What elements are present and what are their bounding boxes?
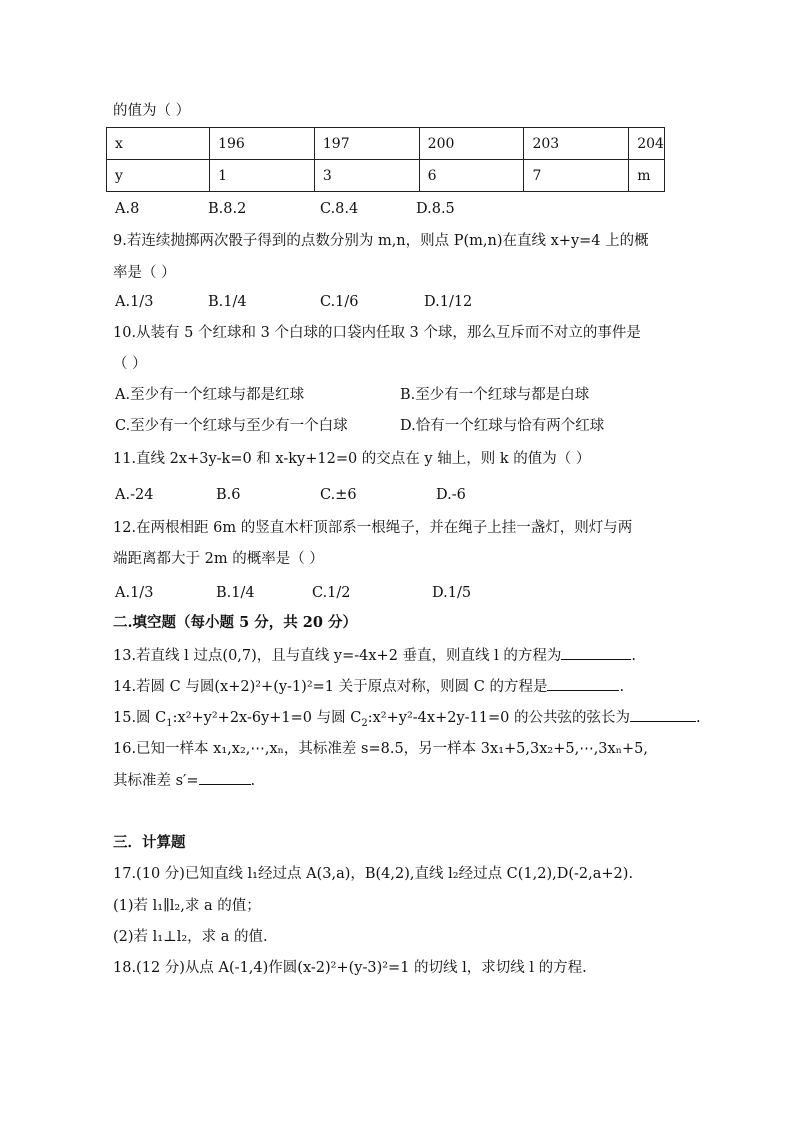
q10-option-b: B.至少有一个红球与都是白球 [400, 387, 590, 403]
table-cell: 3 [314, 160, 419, 192]
table-cell: y [107, 160, 210, 192]
table-cell: 197 [314, 128, 419, 160]
q9-stem-line2: 率是（ ） [113, 265, 176, 281]
q10-stem-line2: （ ） [113, 356, 147, 372]
data-table [106, 127, 665, 192]
subscript: 2 [361, 717, 368, 729]
q14-text: 14.若圆 C 与圆(x+2)²+(y-1)²=1 关于原点对称，则圆 C 的方程是 [113, 679, 548, 695]
q12-option-c: C.1/2 [312, 585, 351, 601]
answer-blank [199, 770, 251, 785]
section-title-fill-blank: 二.填空题（每小题 5 分，共 20 分） [113, 614, 358, 631]
table-cell: 204 [629, 128, 665, 160]
question-intro: 的值为（ ） [113, 103, 191, 119]
answer-blank [561, 645, 631, 660]
q10-stem-line1: 10.从装有 5 个红球和 3 个白球的口袋内任取 3 个球，那么互斥而不对立的事件是 [113, 325, 641, 341]
table-cell: 200 [419, 128, 524, 160]
q15-text-part: :x²+y²-4x+2y-11=0 的公共弦的弦长为 [367, 710, 630, 726]
table-row [107, 128, 665, 160]
q12-stem-line1: 12.在两根相距 6m 的竖直木杆顶部系一根绳子，并在绳子上挂一盏灯，则灯与两 [113, 520, 633, 536]
q13-end: . [631, 648, 636, 664]
answer-blank [547, 676, 619, 691]
q9-option-d: D.1/12 [424, 294, 473, 310]
q8-option-c: C.8.4 [320, 201, 359, 217]
q8-option-d: D.8.5 [416, 201, 455, 217]
table-cell: 7 [524, 160, 629, 192]
q9-option-a: A.1/3 [115, 294, 154, 310]
q8-option-b: B.8.2 [208, 201, 247, 217]
q13-text: 13.若直线 l 过点(0,7)，且与直线 y=-4x+2 垂直，则直线 l 的方程为 [113, 648, 562, 664]
table-cell: m [629, 160, 665, 192]
q15-text-part: :x²+y²+2x-6y+1=0 与圆 C [172, 710, 362, 726]
subscript: 1 [166, 717, 173, 729]
table-cell: 196 [210, 128, 315, 160]
q14 [113, 676, 624, 697]
q11-option-b: B.6 [216, 487, 241, 503]
q17-sub2: (2)若 l₁⊥l₂，求 a 的值. [113, 929, 268, 945]
q14-end: . [619, 679, 625, 695]
q15-end: . [695, 710, 701, 726]
q16-text: 其标准差 s′= [113, 773, 199, 789]
section-title-calculation: 三．计算题 [113, 834, 186, 851]
answer-blank [630, 707, 696, 722]
table-cell: 6 [419, 160, 524, 192]
q10-option-d: D.恰有一个红球与恰有两个红球 [400, 418, 605, 434]
table-row [107, 160, 665, 192]
q16-line2 [113, 770, 255, 791]
table-cell: x [107, 128, 210, 160]
q8-option-a: A.8 [115, 201, 140, 217]
q17-sub1: (1)若 l₁∥l₂,求 a 的值； [113, 898, 261, 914]
q12-option-b: B.1/4 [216, 585, 255, 601]
q13 [113, 645, 636, 666]
q11-option-c: C.±6 [320, 487, 357, 503]
table-cell: 1 [210, 160, 315, 192]
q9-option-c: C.1/6 [320, 294, 359, 310]
q11-option-a: A.-24 [115, 487, 154, 503]
q12-stem-line2: 端距离都大于 2m 的概率是（ ） [113, 551, 324, 567]
q15-text-part: 15.圆 C [113, 710, 167, 726]
q15 [113, 707, 701, 728]
q11-option-d: D.-6 [436, 487, 466, 503]
q16-line1: 16.已知一样本 x₁,x₂,⋯,xₙ，其标准差 s=8.5，另一样本 3x₁+5,3x₂+5,⋯,3xₙ+5, [113, 741, 648, 757]
q10-option-a: A.至少有一个红球与都是红球 [115, 387, 305, 403]
q9-stem-line1: 9.若连续抛掷两次骰子得到的点数分别为 m,n，则点 P(m,n)在直线 x+y=4 上的概 [113, 233, 649, 249]
q16-end: . [250, 773, 256, 789]
q11-stem: 11.直线 2x+3y-k=0 和 x-ky+12=0 的交点在 y 轴上，则 k 的值为（ ） [113, 451, 591, 467]
q18-stem: 18.(12 分)从点 A(-1,4)作圆(x-2)²+(y-3)²=1 的切线 l，求切线 l 的方程. [113, 960, 587, 976]
q12-option-a: A.1/3 [115, 585, 154, 601]
q10-option-c: C.至少有一个红球与至少有一个白球 [115, 418, 348, 434]
q9-option-b: B.1/4 [208, 294, 247, 310]
q12-option-d: D.1/5 [432, 585, 472, 601]
q17-stem: 17.(10 分)已知直线 l₁经过点 A(3,a)，B(4,2),直线 l₂经过点 C(1,2),D(-2,a+2). [113, 866, 634, 882]
table-cell: 203 [524, 128, 629, 160]
